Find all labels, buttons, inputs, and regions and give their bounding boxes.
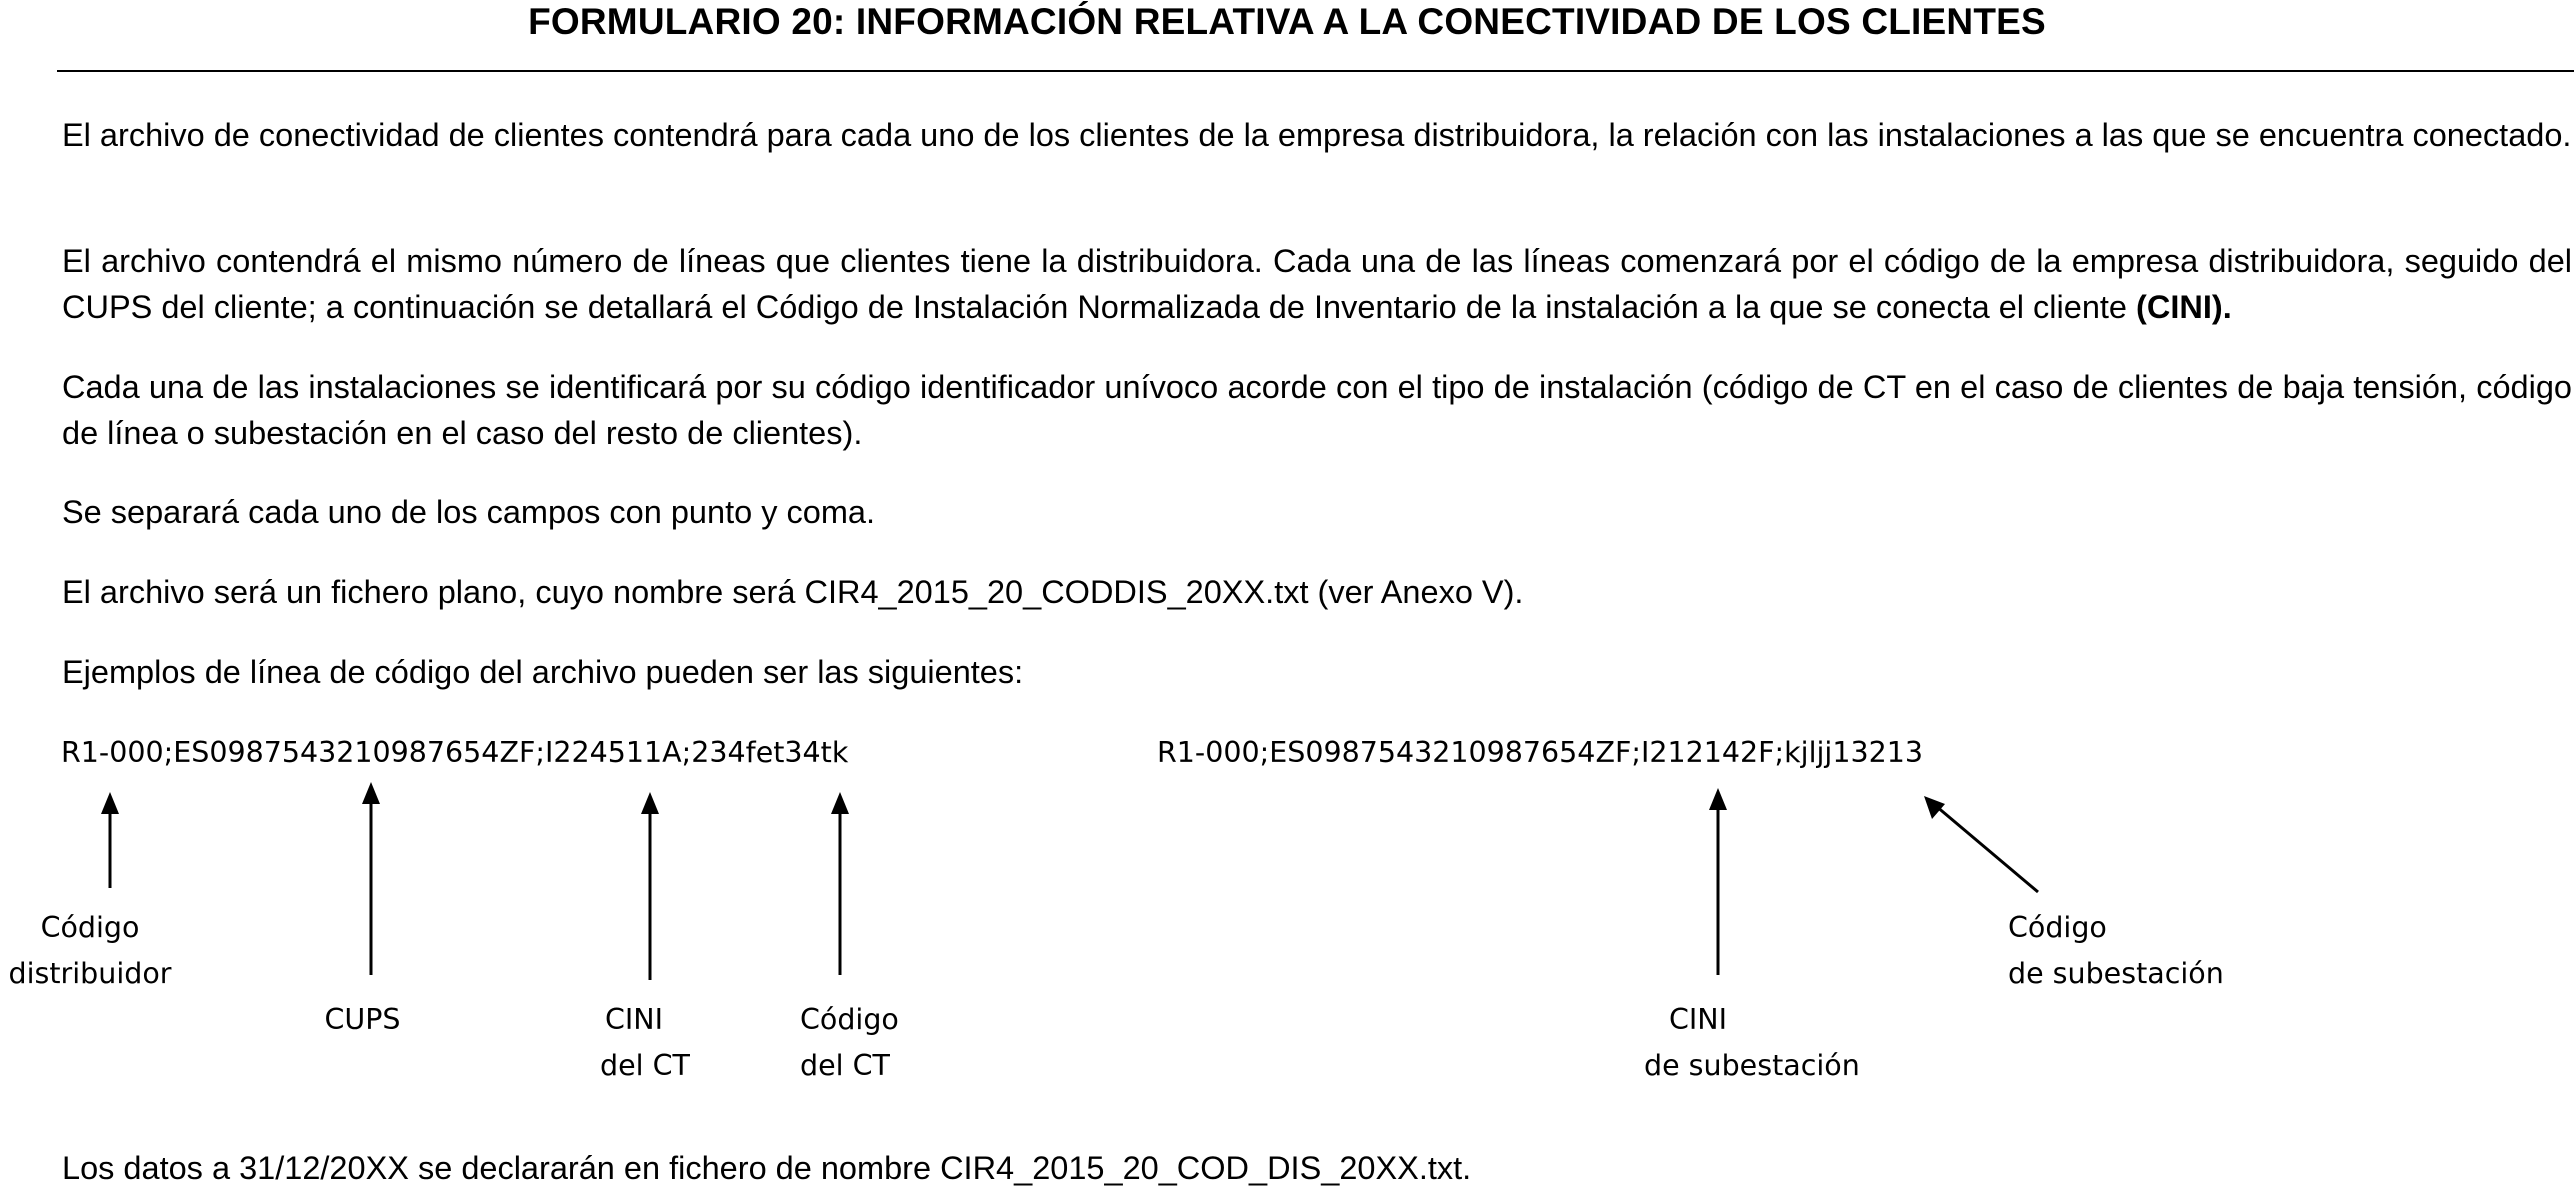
arrow-codigo-subestacion <box>1924 796 2038 892</box>
arrow-codigo-distribuidor <box>101 792 119 888</box>
label-codigo-distribuidor: Código distribuidor <box>8 911 172 990</box>
paragraph-identifier: Cada una de las instalaciones se identificará por su código identificador unívoco acorde con el tipo de instalación (código de CT en el caso de clientes de baja tensión, código de línea o subestación en el caso del resto de clientes). <box>62 369 2572 451</box>
cini-emphasis: (CINI). <box>2136 289 2232 325</box>
form-title: FORMULARIO 20: INFORMACIÓN RELATIVA A LA CONECTIVIDAD DE LOS CLIENTES <box>528 1 2046 42</box>
label-cini-subestacion: CINI de subestación <box>1644 1003 1860 1082</box>
example-line-ct: R1-000;ES0987543210987654ZF;I224511A;234fet34tk <box>61 736 849 769</box>
arrow-cups <box>362 782 380 975</box>
example-line-subestacion: R1-000;ES0987543210987654ZF;I212142F;kjljj13213 <box>1157 736 1923 769</box>
paragraph-filename: El archivo será un fichero plano, cuyo nombre será CIR4_2015_20_CODDIS_20XX.txt (ver Anexo V). <box>62 574 1524 610</box>
label-cups: CUPS <box>324 1003 401 1036</box>
label-codigo-ct: Código del CT <box>800 1003 899 1082</box>
label-codigo-subestacion: Código de subestación <box>2008 911 2224 990</box>
label-cini-ct: CINI del CT <box>600 1003 690 1082</box>
arrow-cini-ct <box>641 792 659 980</box>
paragraph-examples-intro: Ejemplos de línea de código del archivo pueden ser las siguientes: <box>62 654 1024 690</box>
paragraph-separator: Se separará cada uno de los campos con punto y coma. <box>62 494 875 530</box>
arrow-codigo-ct <box>831 792 849 975</box>
arrow-cini-subestacion <box>1709 788 1727 975</box>
paragraph-intro: El archivo de conectividad de clientes contendrá para cada uno de los clientes de la empresa distribuidora, la relación con las instalaciones a las que se encuentra conectado. <box>62 117 2572 153</box>
paragraph-closing: Los datos a 31/12/20XX se declararán en fichero de nombre CIR4_2015_20_COD_DIS_20XX.txt. <box>62 1150 1472 1186</box>
paragraph-line-structure-text: El archivo contendrá el mismo número de líneas que clientes tiene la distribuidora. Cada una de las líneas comenzará por el código de la empresa distribuidora, seguido del CUPS del cliente; a continuación se detallará el Código de Instalación Normalizada de Inventario de la instalación a la que se conecta el cliente <box>62 243 2572 325</box>
